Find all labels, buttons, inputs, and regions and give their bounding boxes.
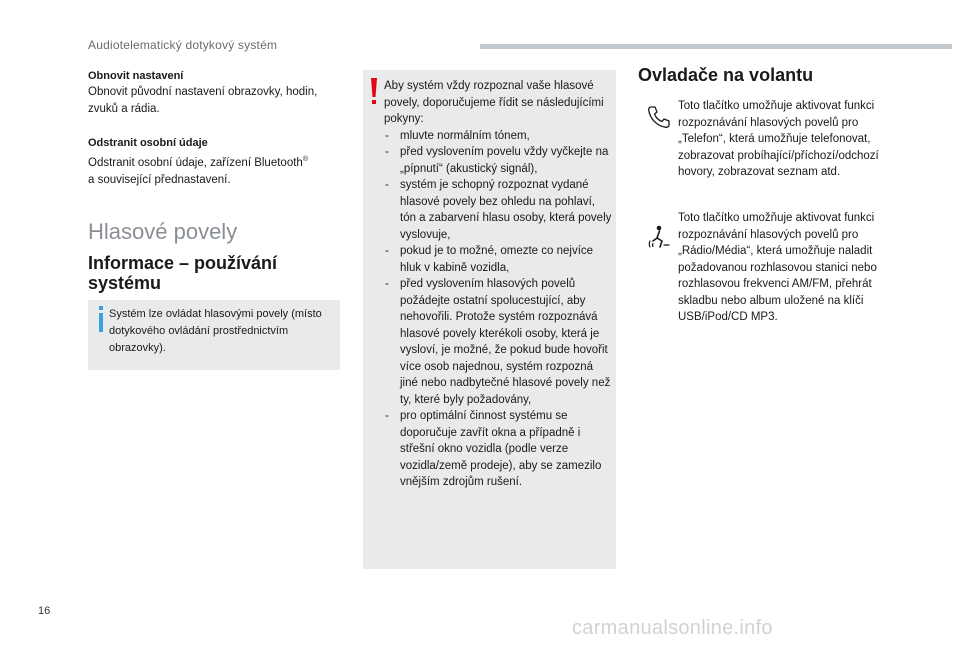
list-item — [384, 408, 612, 491]
list-item-text: pro optimální činnost systému se doporučuje zavřít okna a případně i střešní okno vozidla (podle verze vozidla/země prodeje), aby se zamezilo vnějším zdrojům rušení. — [400, 410, 602, 488]
voice-command-icon — [646, 224, 672, 250]
header-bar — [480, 44, 952, 49]
list-dash: - — [385, 179, 389, 191]
list-item — [384, 276, 612, 408]
list-item-text: pokud je to možné, omezte co nejvíce hluk v kabině vozidla, — [400, 245, 594, 274]
voice-control-text: Toto tlačítko umožňuje aktivovat funkci rozpoznávání hlasových povelů pro „Rádio/Média“, která umožňuje naladit požadovanou rozhlasovou stanici nebo rozhlasovou frekvenci AM/FM, přehrát skladbu nebo album uložené na klíči USB/iPod/CD MP3. — [678, 212, 877, 323]
voice-commands-heading: Hlasové povely — [88, 219, 238, 244]
reset-settings-title: Obnovit nastavení — [88, 70, 184, 82]
list-dash: - — [385, 146, 389, 158]
info-box — [88, 300, 340, 370]
header-title: Audiotelematický dotykový systém — [88, 38, 278, 52]
delete-data-body-end: a související přednastavení. — [88, 173, 231, 186]
phone-control-text: Toto tlačítko umožňuje aktivovat funkci rozpoznávání hlasových povelů pro „Telefon“, která umožňuje telefonovat, zobrazovat probíhající/příchozí/odchozí hovory, zobrazovat seznam atd. — [678, 100, 879, 178]
exclamation-icon — [368, 78, 380, 106]
warning-intro: Aby systém vždy rozpoznal vaše hlasové povely, doporučujeme řídit se následujícími pokyny: — [384, 80, 604, 125]
list-item-text: mluvte normálním tónem, — [400, 129, 530, 142]
steering-controls-heading: Ovladače na volantu — [638, 65, 814, 85]
info-text: Systém lze ovládat hlasovými povely (místo dotykového ovládání prostřednictvím obrazovky). — [109, 308, 322, 354]
list-item-text: před vyslovením povelu vždy vyčkejte na „pípnutí“ (akustický signál), — [400, 146, 609, 175]
watermark: carmanualsonline.info — [572, 617, 773, 639]
page-number: 16 — [38, 605, 51, 617]
warning-box — [363, 70, 616, 569]
registered-mark: ® — [302, 156, 308, 163]
info-icon — [94, 306, 108, 332]
settings-column — [88, 68, 340, 189]
reset-settings-body: Obnovit původní nastavení obrazovky, hodin, zvuků a rádia. — [88, 86, 318, 115]
warning-list — [384, 128, 612, 491]
list-dash: - — [385, 129, 389, 142]
list-item — [384, 177, 612, 243]
list-dash: - — [385, 410, 389, 422]
delete-data-title: Odstranit osobní údaje — [88, 137, 208, 149]
list-item-text: systém je schopný rozpoznat vydané hlasové povely bez ohledu na pohlaví, tón a zabarvení hlasu osoby, která povely vyslovuje, — [400, 179, 612, 241]
list-dash: - — [385, 245, 389, 257]
list-item-text: před vyslovením hlasových povelů požádejte ostatní spolucestující, aby nehovořili. Protože systém rozpoznává hlasové povely kterékoli osoby, která je vysloví, je možné, že pokud bude hovořit více osob najednou, systém rozpozná jiné nebo nadbytečné hlasové povely než ty, které byly požadovány, — [400, 278, 611, 406]
list-item — [384, 128, 612, 145]
list-item — [384, 144, 612, 177]
delete-data-body — [88, 151, 340, 189]
phone-icon — [646, 104, 672, 130]
list-item — [384, 243, 612, 276]
delete-data-body-start: Odstranit osobní údaje, zařízení Bluetooth — [88, 156, 303, 169]
voice-info-subheading: Informace – používání systému — [88, 253, 278, 293]
list-dash: - — [385, 278, 389, 290]
